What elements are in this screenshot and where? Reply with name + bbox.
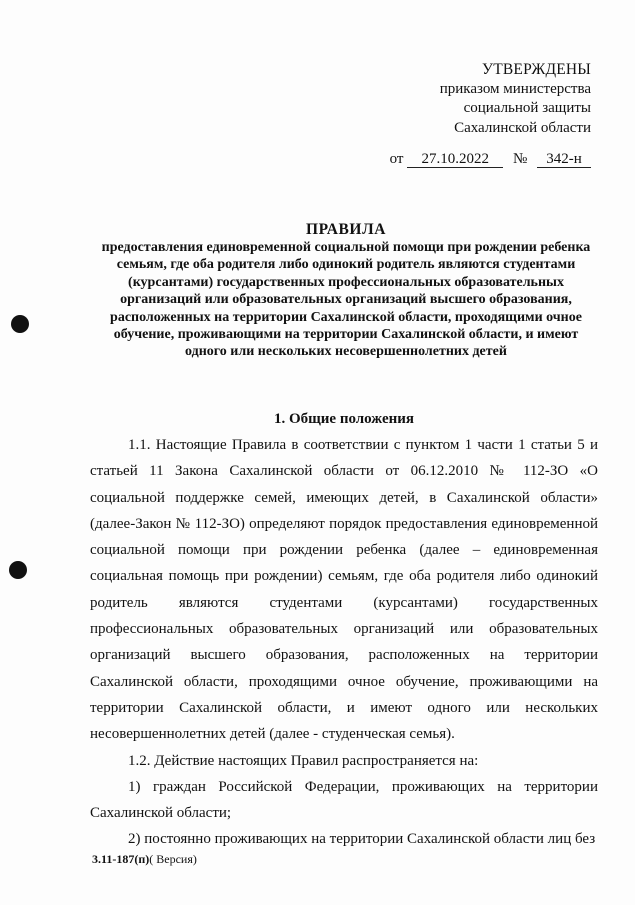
document-subtitle: предоставления единовременной социальной помощи при рождении ребенка семьям, где оба родителя либо одинокий родитель являются студентами (курсантами) государственных профессиональных образовательных организаций или образовательных организаций высшего образования, расположенных на территории Сахалинской области, проходящими очное обучение, проживающими на территории Сахалинской области, и имеют одного или нескольких несовершеннолетних детей <box>101 240 591 360</box>
paragraph: 1.2. Действие настоящих Правил распространяется на: <box>128 752 479 769</box>
document-version: ( Версия) <box>149 852 197 866</box>
order-number: 342-н <box>537 151 591 168</box>
order-number-label: № <box>512 151 528 167</box>
section-heading: 1. Общие положения <box>273 411 415 427</box>
document-code: 3.11-187(п) <box>92 852 150 866</box>
hole-punch-mark <box>11 315 29 333</box>
document-title: ПРАВИЛА <box>305 221 387 238</box>
paragraph: 2) постоянно проживающих на территории Сахалинской области лиц без <box>128 831 596 848</box>
approval-line: Сахалинской области <box>454 119 591 136</box>
document-title-block <box>96 220 596 361</box>
body-text <box>90 432 598 853</box>
order-date: 27.10.2022 <box>407 151 503 168</box>
paragraph: 1.1. Настоящие Правила в соответствии с пунктом 1 части 1 статьи 5 и статьей 11 Закона Сахалинской области от 06.12.2010 № 112-ЗО «О социальной поддержке семей, имеющих детей, в Сахалинской области» (далее-Закон № 112-ЗО) определяют порядок предоставления единовременной социальной помощи при рождении ребенка (далее – единовременная социальная помощь при рождении) семьям, где оба родителя либо одинокий родитель являются студентами (курсантами) государственных профессиональных образовательных организаций или образовательных организаций высшего образования, расположенных на территории Сахалинской области, проходящими очное обучение, проживающими на территории Сахалинской области, и имеют одного или нескольких несовершеннолетних детей (далее - студенческая семья). <box>90 437 598 743</box>
approval-block <box>331 60 591 138</box>
paragraph: 1) граждан Российской Федерации, проживающих на территории Сахалинской области; <box>90 778 598 822</box>
hole-punch-mark <box>9 561 27 579</box>
footer-mark <box>92 851 197 867</box>
approval-line: социальной защиты <box>463 100 591 116</box>
order-reference <box>390 150 591 169</box>
approval-line: приказом министерства <box>439 80 591 97</box>
order-from-label: от <box>389 151 404 167</box>
approval-title: УТВЕРЖДЕНЫ <box>482 61 591 78</box>
